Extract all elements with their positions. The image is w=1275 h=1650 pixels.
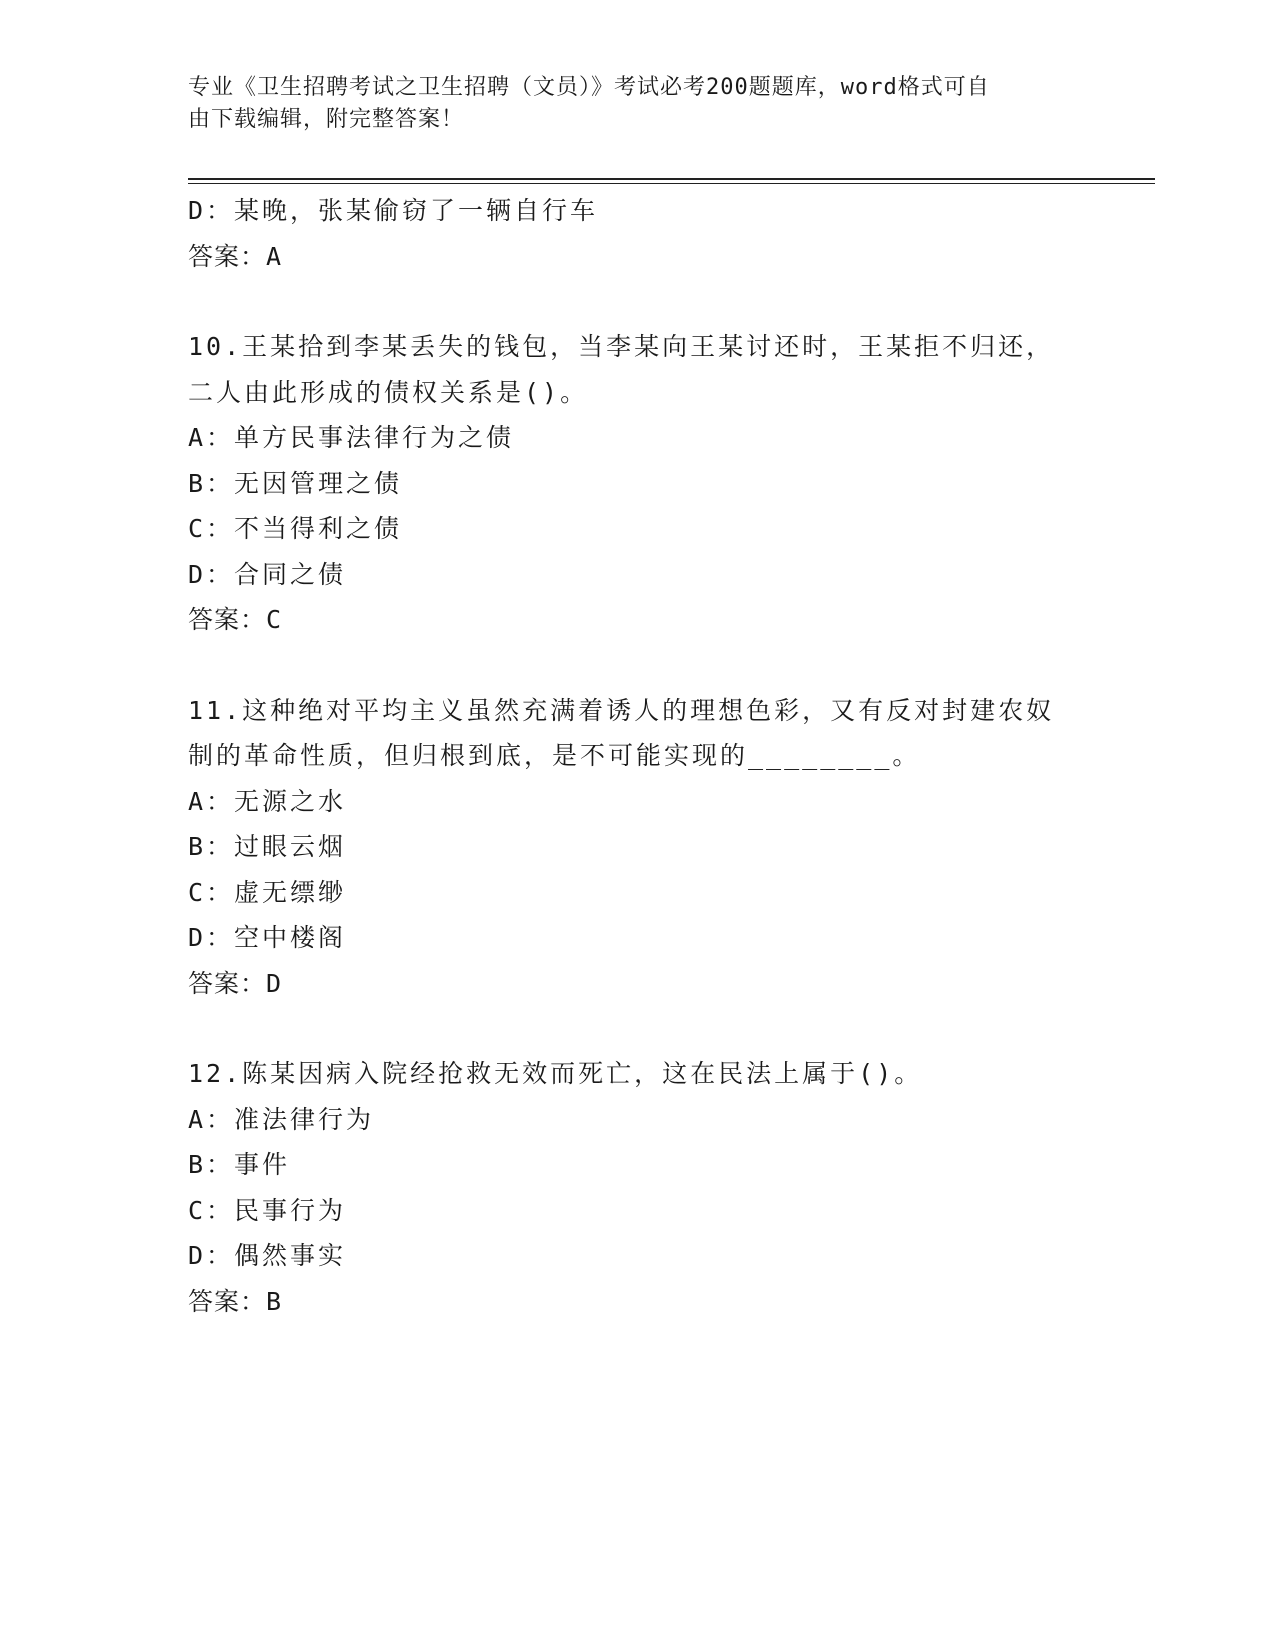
option-b: B：事件 [188, 1150, 291, 1179]
answer-value: C [266, 605, 283, 634]
question-stem: 12.陈某因病入院经抢救无效而死亡，这在民法上属于()。 [188, 1059, 923, 1088]
option-c: C：不当得利之债 [188, 514, 403, 543]
option-d: D：偶然事实 [188, 1241, 347, 1270]
option-d: D：空中楼阁 [188, 923, 347, 952]
question-stem: 二人由此形成的债权关系是()。 [188, 377, 589, 407]
option-a: A：准法律行为 [188, 1104, 375, 1134]
document-header [188, 72, 1068, 136]
question-stem: 10.王某拾到李某丢失的钱包，当李某向王某讨还时，王某拒不归还， [188, 332, 1055, 361]
header-line-1: 专业《卫生招聘考试之卫生招聘（文员）》考试必考200题题库，word格式可自 [188, 75, 990, 100]
option-b: B：无因管理之债 [188, 468, 403, 498]
answer-line [188, 1279, 1088, 1325]
option-c: C：虚无缥缈 [188, 877, 347, 907]
answer-line [188, 961, 1088, 1007]
option-a: A：单方民事法律行为之债 [188, 423, 515, 452]
question-12 [188, 1051, 1088, 1324]
answer-line [188, 597, 1088, 643]
option-d: D：合同之债 [188, 559, 347, 589]
question-10 [188, 324, 1088, 643]
spacer [188, 643, 1088, 688]
answer-value: A [266, 241, 283, 271]
answer-label: 答案： [188, 241, 267, 271]
answer-label: 答案： [188, 968, 267, 998]
option-d: D：某晚，张某偷窃了一辆自行车 [188, 196, 599, 225]
option-c: C：民事行为 [188, 1195, 347, 1225]
answer-line [188, 234, 1088, 280]
question-stem: 制的革命性质，但归根到底，是不可能实现的________。 [188, 741, 921, 770]
option-b: B：过眼云烟 [188, 832, 347, 861]
answer-label: 答案： [188, 1286, 267, 1316]
spacer [188, 279, 1088, 324]
header-divider-thick [188, 178, 1155, 180]
answer-label: 答案： [188, 605, 267, 634]
previous-question-tail [188, 188, 1088, 279]
question-content [188, 188, 1088, 1324]
question-stem: 11.这种绝对平均主义虽然充满着诱人的理想色彩，又有反对封建农奴 [188, 695, 1055, 725]
answer-value: B [266, 1286, 283, 1316]
question-11 [188, 688, 1088, 1007]
option-a: A：无源之水 [188, 786, 347, 816]
answer-value: D [266, 968, 283, 998]
header-line-2: 由下载编辑，附完整答案！ [188, 107, 465, 132]
header-divider-thin [188, 183, 1155, 184]
spacer [188, 1006, 1088, 1051]
